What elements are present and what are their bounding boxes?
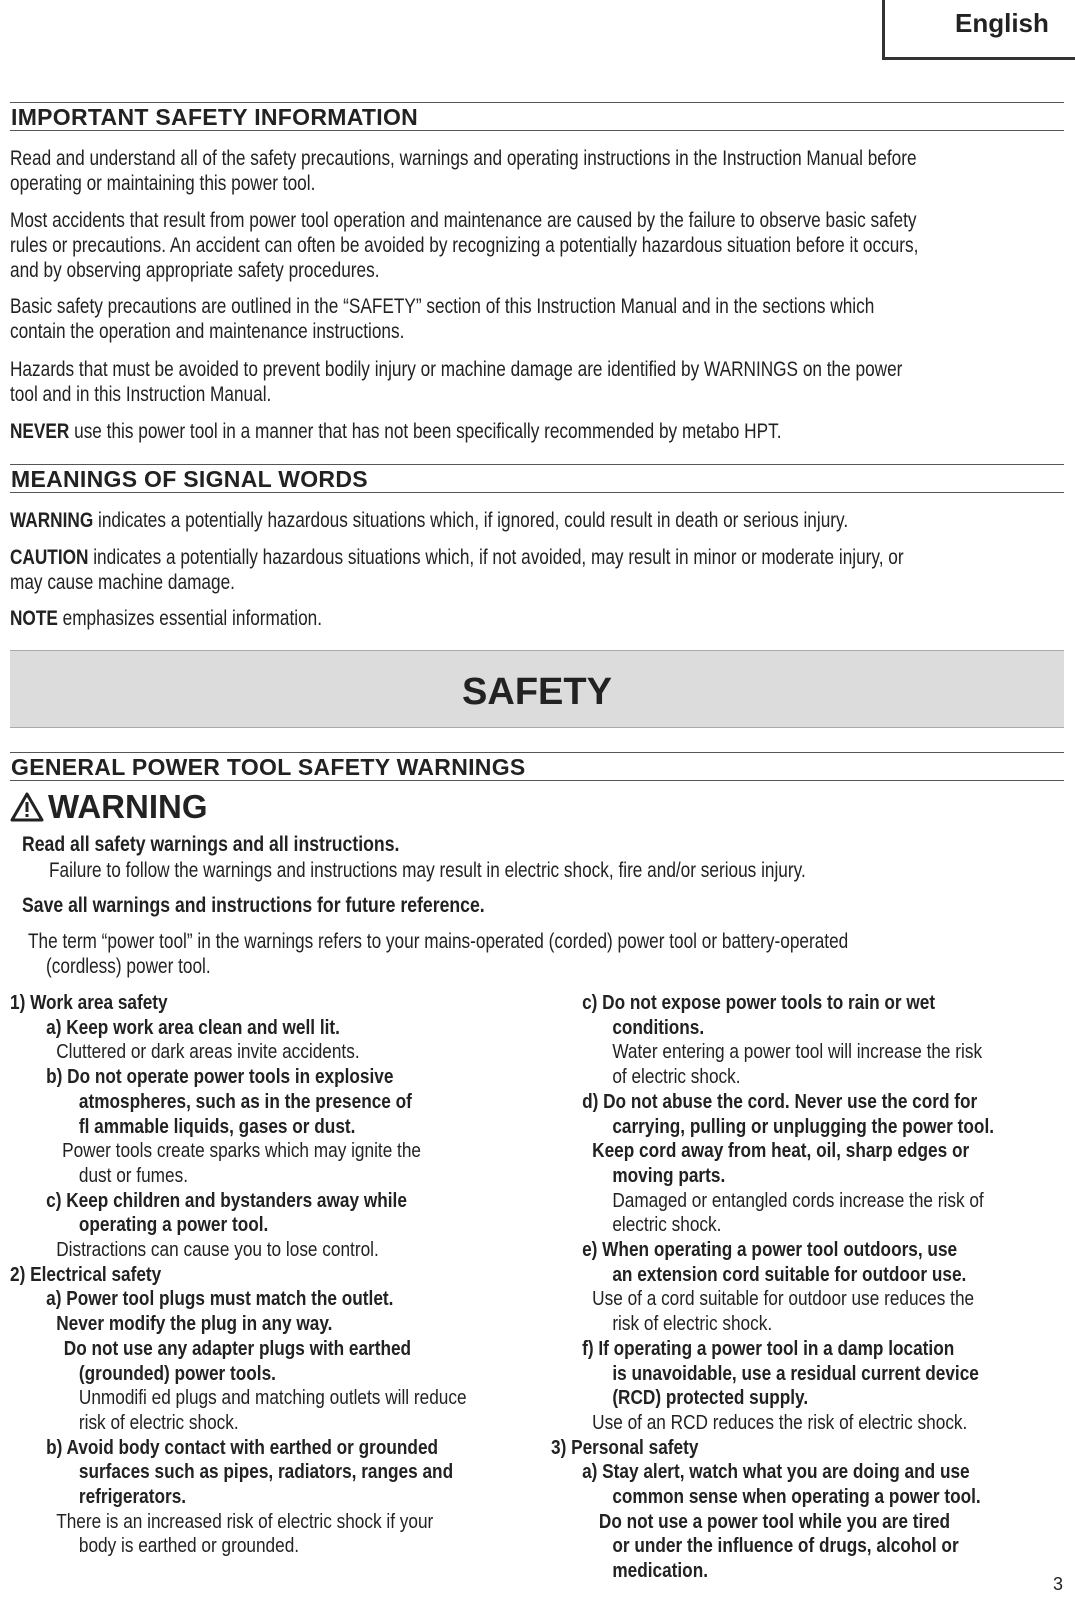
list-item: c) Do not expose power tools to rain or wet [582,991,936,1014]
list-item: Do not use a power tool while you are tired [598,1509,951,1533]
important-paragraph-2: Most accidents that result from power tool operation and maintenance are caused by the failure to observe basic safety rules or precautions. An accident can often be avoided by recognizing a potentially hazardous situation before it occurs, and by observing appropriate safety procedures. [10,209,919,282]
warning-triangle-icon [10,792,44,822]
right-column [551,991,994,1584]
general-warnings-heading: GENERAL POWER TOOL SAFETY WARNINGS [10,752,1064,781]
list-item: electric shock. [612,1213,722,1237]
important-paragraph-5: NEVER use this power tool in a manner that has not been specifically recommended by metabo HPT. [10,420,782,443]
list-item: 2) Electrical safety [10,1262,162,1286]
list-item: c) Keep children and bystanders away while [46,1188,407,1212]
list-item: Use of an RCD reduces the risk of electric shock. [592,1410,968,1434]
warning-label-text: WARNING [48,788,208,825]
list-item: Distractions can cause you to lose control. [56,1238,379,1262]
signal-caution-definition: CAUTION indicates a potentially hazardous situations which, if not avoided, may result in minor or moderate injury, or may cause machine damage. [10,546,904,594]
signal-words-heading: MEANINGS OF SIGNAL WORDS [10,464,1064,493]
important-paragraph-1: Read and understand all of the safety precautions, warnings and operating instructions in the Instruction Manual before operating or maintaining this power tool. [10,147,917,195]
list-item: Use of a cord suitable for outdoor use reduces the [592,1287,975,1311]
list-item: b) Do not operate power tools in explosive [46,1065,394,1089]
list-item: Do not use any adapter plugs with earthed [63,1336,412,1360]
list-item: common sense when operating a power tool. [612,1485,981,1509]
list-item: atmospheres, such as in the presence of [78,1089,412,1113]
failure-statement: Failure to follow the warnings and instructions may result in electric shock, fire and/or serious injury. [49,859,806,882]
safety-title: SAFETY [462,671,612,713]
list-item: d) Do not abuse the cord. Never use the cord for [582,1089,978,1113]
list-item: Cluttered or dark areas invite accidents. [56,1040,360,1064]
list-item: (RCD) protected supply. [612,1386,809,1410]
list-item: dust or fumes. [78,1163,188,1187]
list-item: of electric shock. [612,1065,741,1089]
list-item: carrying, pulling or unplugging the power tool. [612,1114,995,1138]
list-item: e) When operating a power tool outdoors, use [582,1238,958,1262]
list-item: refrigerators. [78,1485,187,1509]
list-item: Keep cord away from heat, oil, sharp edges or [592,1139,970,1163]
important-paragraph-4: Hazards that must be avoided to prevent bodily injury or machine damage are identified by WARNINGS on the power tool and in this Instruction Manual. [10,358,903,406]
list-item: b) Avoid body contact with earthed or grounded [46,1435,439,1459]
warning-label [10,788,208,826]
list-item: 3) Personal safety [551,1435,699,1459]
list-item: a) Stay alert, watch what you are doing and use [582,1460,970,1484]
list-item: Never modify the plug in any way. [56,1312,333,1336]
language-tab [882,0,1075,60]
safety-section-band [10,650,1064,728]
list-item: body is earthed or grounded. [78,1534,300,1558]
list-item: or under the influence of drugs, alcohol or [612,1534,959,1558]
list-item: Damaged or entangled cords increase the risk of [612,1188,984,1212]
list-item: (grounded) power tools. [78,1361,276,1385]
language-label: English [955,8,1049,38]
list-item: Power tools create sparks which may ignite the [62,1139,421,1163]
list-item: risk of electric shock. [612,1312,773,1336]
list-item: fl ammable liquids, gases or dust. [78,1114,356,1138]
list-item: a) Power tool plugs must match the outlet. [46,1287,394,1311]
left-column [10,991,467,1559]
list-item: Unmodifi ed plugs and matching outlets will reduce [78,1386,467,1410]
important-safety-heading: IMPORTANT SAFETY INFORMATION [10,102,1064,131]
list-item: 1) Work area safety [10,991,168,1014]
list-item: There is an increased risk of electric shock if your [56,1509,434,1533]
list-item: f) If operating a power tool in a damp location [582,1336,955,1360]
list-item: medication. [612,1559,709,1583]
signal-note-definition: NOTE emphasizes essential information. [10,607,323,630]
list-item: moving parts. [612,1163,726,1187]
list-item: an extension cord suitable for outdoor use. [612,1262,967,1286]
page-number: 3 [1052,1574,1063,1594]
list-item: a) Keep work area clean and well lit. [46,1015,340,1039]
list-item: operating a power tool. [78,1213,269,1237]
power-tool-term-definition: The term “power tool” in the warnings refers to your mains-operated (corded) power tool or battery-operated (cordless) power tool. [28,930,849,978]
list-item: Water entering a power tool will increase the risk [612,1040,983,1064]
read-all-instruction: Read all safety warnings and all instructions. [22,833,400,856]
list-item: conditions. [612,1015,705,1039]
signal-warning-definition: WARNING indicates a potentially hazardous situations which, if ignored, could result in death or serious injury. [10,509,849,532]
important-paragraph-3: Basic safety precautions are outlined in the “SAFETY” section of this Instruction Manual and in the sections which contain the operation and maintenance instructions. [10,295,875,343]
save-all-instruction: Save all warnings and instructions for future reference. [22,894,485,917]
list-item: is unavoidable, use a residual current device [612,1361,979,1385]
list-item: risk of electric shock. [78,1410,239,1434]
list-item: surfaces such as pipes, radiators, ranges and [78,1460,454,1484]
